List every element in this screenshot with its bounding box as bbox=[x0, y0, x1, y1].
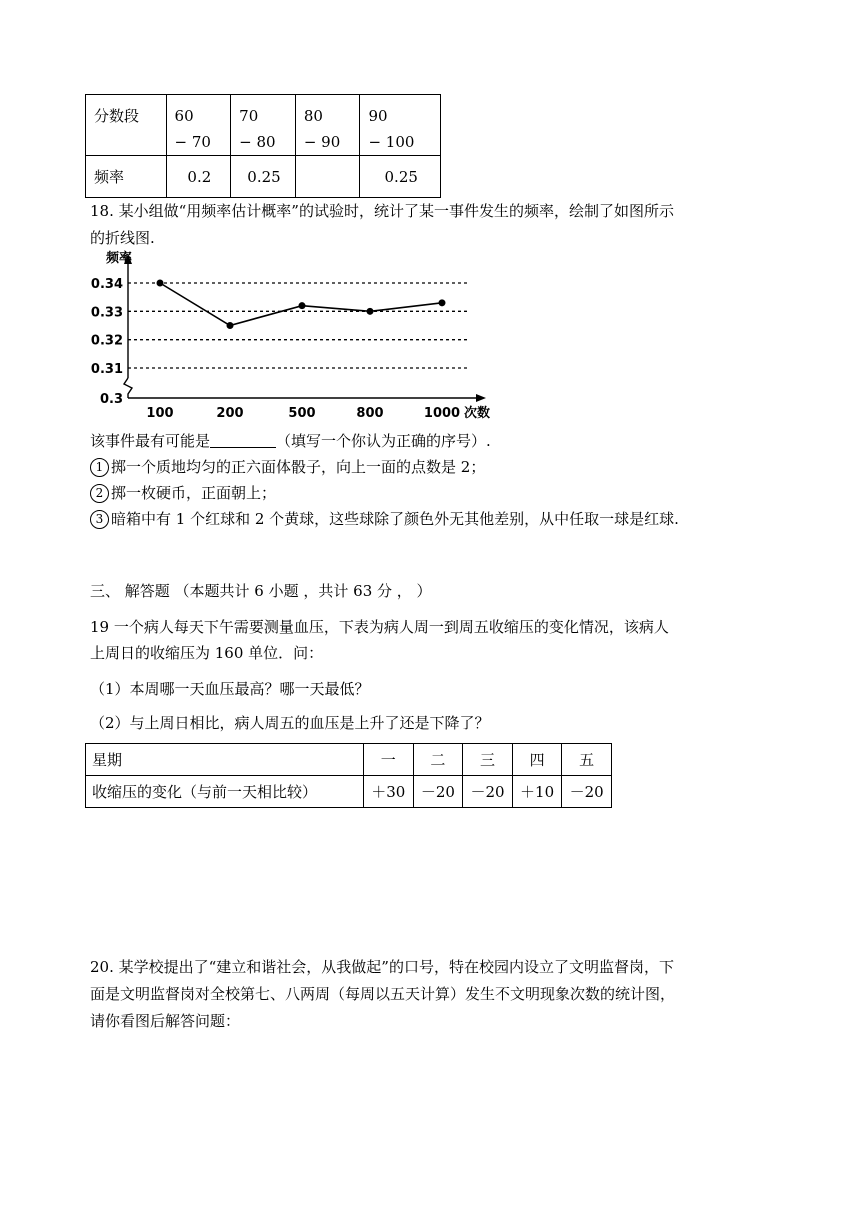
x-tick-label: 100 bbox=[146, 406, 174, 420]
data-point bbox=[367, 308, 374, 315]
q18-question: 该事件最有可能是 （填写一个你认为正确的序号）. bbox=[90, 432, 491, 450]
q20-line-3: 请你看图后解答问题： bbox=[90, 1012, 241, 1030]
score-range-cell: 60 − 70 bbox=[174, 107, 211, 151]
y-tick-label: 0.33 bbox=[90, 305, 123, 321]
q19-sub-question-1: （1）本周哪一天血压最高？哪一天最低？ bbox=[90, 680, 370, 698]
weekday-cell: 二 bbox=[413, 744, 463, 776]
q18-option-1: 1 掷一个质地均匀的正六面体骰子，向上一面的点数是 2； bbox=[90, 456, 485, 477]
data-point bbox=[227, 322, 234, 329]
section-heading: 三、 解答题 （本题共计 6 小题 ，共计 63 分 ， ） bbox=[90, 582, 432, 600]
score-range-header: 分数段 bbox=[94, 107, 140, 125]
change-cell: ＋10 bbox=[512, 776, 562, 808]
q20-line-2: 面是文明监督岗对全校第七、八两周（每周以五天计算）发生不文明现象次数的统计图， bbox=[90, 985, 676, 1003]
q19-sub-question-2: （2）与上周日相比，病人周五的血压是上升了还是下降了？ bbox=[90, 714, 490, 732]
q18-option-2: 2 掷一枚硬币，正面朝上； bbox=[90, 482, 276, 503]
weekday-cell: 一 bbox=[364, 744, 414, 776]
weekday-cell: 四 bbox=[512, 744, 562, 776]
frequency-cell: 0.2 bbox=[187, 168, 212, 186]
frequency-cell: 0.25 bbox=[384, 168, 418, 186]
data-point bbox=[299, 302, 306, 309]
q19-line-1: 19 一个病人每天下午需要测量血压，下表为病人周一到周五收缩压的变化情况，该病人 bbox=[90, 618, 669, 636]
x-tick-label: 1000 bbox=[423, 406, 461, 420]
frequency-cell: 0.25 bbox=[247, 168, 281, 186]
q18-line-1: 18. 某小组做“用频率估计概率”的试验时，统计了某一事件发生的频率，绘制了如图所示 bbox=[90, 202, 674, 220]
q20-line-1: 20. 某学校提出了“建立和谐社会，从我做起”的口号，特在校园内设立了文明监督岗，下 bbox=[90, 958, 674, 976]
axis-break-icon bbox=[124, 378, 132, 398]
change-cell: －20 bbox=[562, 776, 612, 808]
q19-line-2: 上周日的收缩压为 160 单位．问： bbox=[90, 644, 324, 662]
circled-number-icon: 3 bbox=[90, 510, 109, 529]
score-range-cell: 90 − 100 bbox=[368, 107, 415, 151]
x-tick-label: 500 bbox=[288, 406, 316, 420]
weekday-header: 星期 bbox=[86, 744, 364, 776]
circled-number-icon: 1 bbox=[90, 458, 109, 477]
weekday-cell: 五 bbox=[562, 744, 612, 776]
weekday-cell: 三 bbox=[463, 744, 513, 776]
blood-pressure-table bbox=[85, 743, 612, 808]
answer-blank bbox=[210, 433, 276, 448]
frequency-cell bbox=[296, 156, 360, 164]
frequency-header: 频率 bbox=[94, 168, 125, 186]
q18-option-3: 3 暗箱中有 1 个红球和 2 个黄球，这些球除了颜色外无其他差别，从中任取一球是红球. bbox=[90, 508, 679, 529]
y-axis-label: 频率 bbox=[106, 251, 133, 266]
y-tick-label: 0.32 bbox=[90, 333, 123, 349]
data-point bbox=[439, 299, 446, 306]
circled-number-icon: 2 bbox=[90, 484, 109, 503]
score-frequency-table bbox=[85, 94, 441, 198]
data-point bbox=[157, 280, 164, 287]
change-cell: －20 bbox=[413, 776, 463, 808]
score-range-cell: 70 − 80 bbox=[239, 107, 276, 151]
change-row-label: 收缩压的变化（与前一天相比较） bbox=[86, 776, 364, 808]
change-cell: －20 bbox=[463, 776, 513, 808]
x-tick-label: 200 bbox=[216, 406, 244, 420]
y-tick-label: 0.31 bbox=[90, 362, 123, 377]
x-axis-arrow-icon bbox=[476, 394, 486, 402]
change-cell: ＋30 bbox=[364, 776, 414, 808]
frequency-line-chart bbox=[90, 248, 500, 420]
score-range-cell: 80 − 90 bbox=[303, 107, 341, 151]
y-tick-label: 0.34 bbox=[90, 277, 123, 292]
x-axis-label: 次数 bbox=[463, 406, 490, 420]
y-tick-label: 0.3 bbox=[99, 392, 123, 407]
x-tick-label: 800 bbox=[356, 406, 384, 420]
q18-line-2: 的折线图. bbox=[90, 229, 155, 247]
